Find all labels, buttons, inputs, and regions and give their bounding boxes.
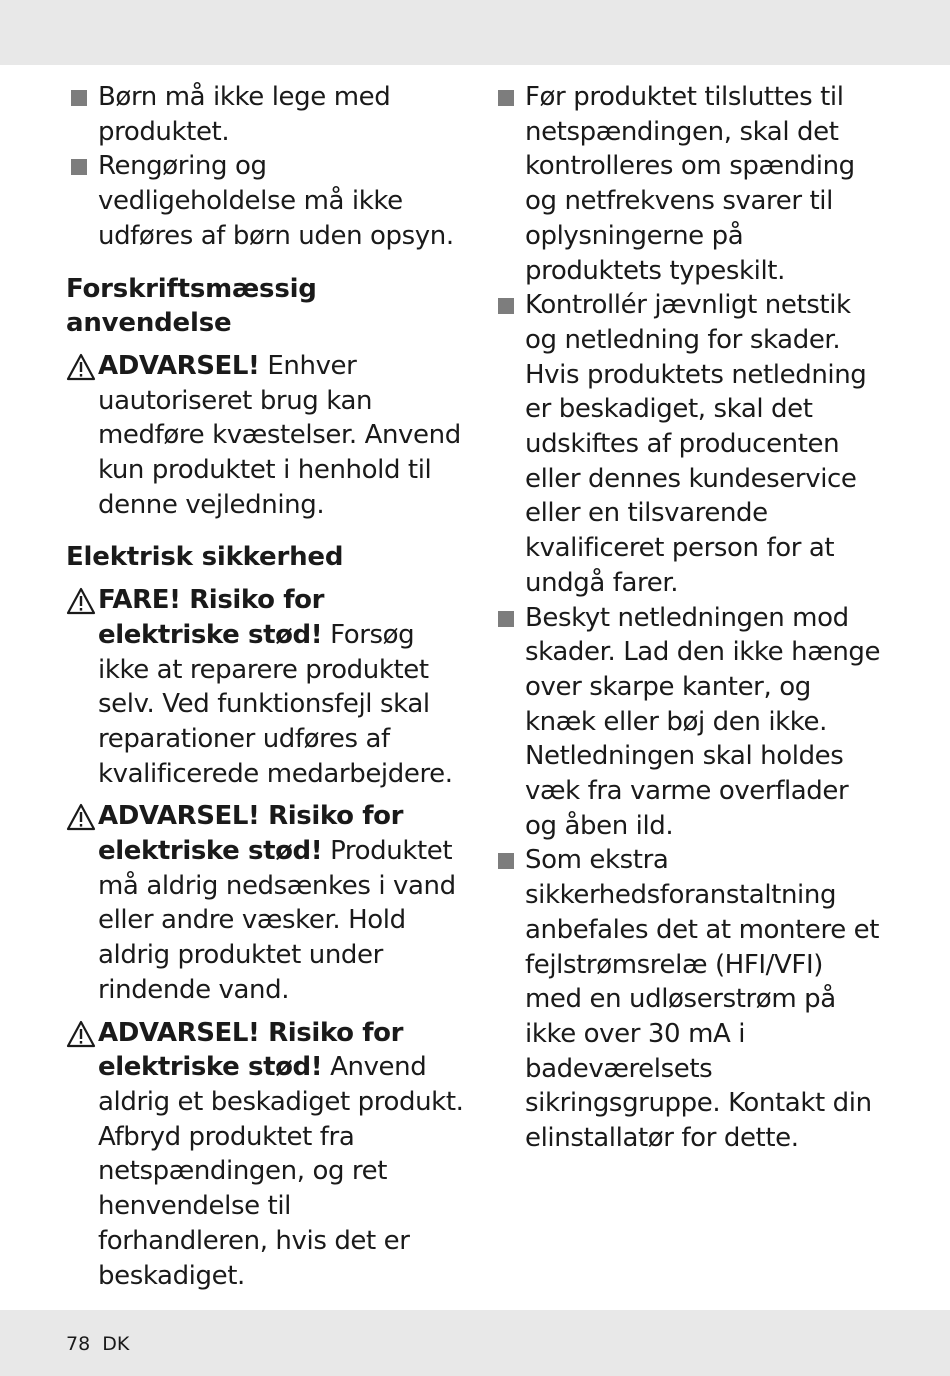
warning-label: FARE! Risiko for elektriske stød! [98, 585, 325, 650]
list-item-text: Beskyt netledningen mod skader. Lad den ikke hænge over skarpe kanter, og knæk eller bøj den ikke. Netledningen skal holdes væk fra varme overflader og åben ild. [525, 602, 881, 841]
bullet-square-icon [71, 90, 87, 106]
list-item-text: Som ekstra sikkerhedsforanstaltning anbefales det at montere et fejlstrømsrelæ (HFI/VFI) med en udløserstrøm på ikke over 30 mA i badeværelsets sikringsgruppe. Kontakt din elinstallatør for dette. [525, 845, 880, 1154]
section-heading: Elektrisk sikkerhed [66, 542, 344, 573]
warning-block [66, 799, 466, 1007]
warning-block [66, 1016, 466, 1294]
list-item [493, 843, 883, 1155]
list-item-text: Rengøring og vedligeholdelse må ikke udføres af børn uden opsyn. [98, 151, 454, 251]
list-item-text: Kontrollér jævnligt netstik og netledning for skader. Hvis produktets netledning er beskadiget, skal det udskiftes af producenten eller dennes kundeservice eller en tilsvarende kvalificeret person for at undgå farer. [525, 290, 867, 598]
list-item [66, 149, 466, 253]
warning-text: Anvend aldrig et beskadiget produkt. Afbryd produktet fra netspændingen, og ret henvendelse til forhandleren, hvis det er beskadiget. [98, 1052, 464, 1291]
warning-triangle-icon [66, 587, 96, 615]
warning-triangle-icon [66, 353, 96, 381]
warning-label: ADVARSEL! [98, 350, 260, 381]
section-heading: Forskriftsmæssig anvendelse [66, 273, 317, 339]
warning-label: ADVARSEL! Risiko for elektriske stød! [98, 801, 403, 867]
list-item [493, 80, 883, 288]
header-band [0, 0, 950, 65]
bullet-square-icon [498, 853, 514, 869]
warning-text: Produktet må aldrig nedsænkes i vand eller andre væsker. Hold aldrig produktet under rindende vand. [98, 836, 456, 1005]
warning-text: Enhver uautoriseret brug kan medføre kvæstelser. Anvend kun produktet i henhold til denne vejledning. [98, 350, 461, 520]
list-item [493, 601, 883, 844]
warning-block [66, 583, 466, 791]
warning-text: Forsøg ikke at reparere produktet selv. Ved funktionsfejl skal reparationer udføres af kvalificerede medarbejdere. [98, 619, 453, 789]
page-number: 78 [66, 1333, 91, 1355]
list-item-text: Før produktet tilsluttes til netspændingen, skal det kontrolleres om spænding og netfrekvens svarer til oplysningerne på produktets typeskilt. [525, 82, 855, 286]
left-column [66, 80, 466, 1293]
footer-band [0, 1310, 950, 1376]
warning-triangle-icon [66, 1020, 96, 1048]
page-footer [66, 1333, 141, 1355]
warning-block [66, 349, 466, 523]
bullet-square-icon [71, 159, 87, 175]
language-code: DK [102, 1333, 130, 1355]
warning-triangle-icon [66, 803, 96, 831]
warning-label: ADVARSEL! Risiko for elektriske stød! [98, 1017, 403, 1083]
list-item-text: Børn må ikke lege med produktet. [98, 82, 391, 147]
bullet-square-icon [498, 90, 514, 106]
list-item [493, 288, 883, 600]
bullet-square-icon [498, 298, 514, 314]
bullet-square-icon [498, 611, 514, 627]
list-item [66, 80, 466, 149]
right-column [493, 80, 883, 1156]
